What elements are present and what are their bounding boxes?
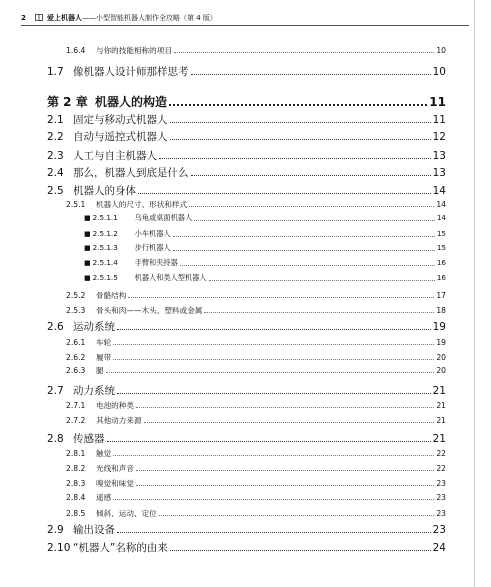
toc-entry — [47, 522, 446, 537]
toc-entry-page: 23 — [436, 509, 446, 518]
dot-leader — [159, 515, 435, 516]
toc-entry-title: 骨骼结构 — [96, 291, 127, 300]
dot-leader — [173, 250, 435, 251]
toc-entry-number: 2.5.1.4 — [92, 258, 118, 267]
toc-entry-title: 人工与自主机器人 — [73, 150, 157, 162]
toc-entry-number: 2.5.3 — [66, 306, 86, 315]
bullet-icon: ■ — [84, 230, 91, 238]
page-number: 2 — [21, 14, 26, 22]
book-title — [47, 13, 217, 23]
toc-entry-page: 16 — [436, 258, 446, 267]
dot-leader — [144, 422, 435, 423]
toc-entry — [66, 492, 446, 503]
toc-entry-title: 手臂和夹持器 — [134, 258, 178, 267]
dot-leader — [191, 175, 431, 176]
toc-entry-page: 11 — [432, 114, 446, 126]
dot-leader — [204, 312, 434, 313]
toc-entry — [47, 129, 446, 144]
toc-entry-title: 那么，机器人到底是什么 — [73, 167, 189, 179]
toc-entry-page: 11 — [429, 95, 446, 109]
toc-entry-page: 21 — [436, 416, 446, 425]
bullet-icon: ■ — [84, 259, 91, 267]
toc-entry-number: 2.5.2 — [66, 291, 86, 300]
toc-entry-number: 第 2 章 — [47, 95, 88, 109]
toc-entry-page: 21 — [436, 401, 446, 410]
toc-entry-number: 2.8 — [47, 433, 64, 445]
toc-entry-number: 2.6 — [47, 321, 64, 333]
toc-entry — [66, 337, 446, 348]
toc-entry-title: 电池的种类 — [96, 401, 134, 410]
dot-leader — [107, 441, 431, 442]
toc-entry-title: “机器人”名称的由来 — [73, 542, 168, 554]
toc-entry — [66, 508, 446, 519]
dot-leader — [117, 532, 431, 533]
toc-entry-page: 24 — [432, 542, 446, 554]
toc-entry-number: 2.5 — [47, 185, 64, 197]
toc-entry-title: 输出设备 — [73, 524, 115, 536]
toc-entry — [66, 365, 446, 376]
toc-entry-title: 小车机器人 — [134, 229, 171, 238]
toc-entry — [47, 112, 446, 127]
toc-entry-number: 2.6.1 — [66, 338, 86, 347]
toc-entry-title: 骨头和肉——木头、塑料或金属 — [96, 306, 203, 315]
toc-entry-title: 触觉 — [96, 449, 112, 458]
book-title-rest: ——小型智能机器人制作全攻略（第 4 版） — [82, 14, 217, 22]
toc-entry — [66, 290, 446, 301]
dot-leader — [194, 220, 435, 221]
toc-entry-number: 2.7.1 — [66, 401, 86, 410]
toc-entry-number: 2.7.2 — [66, 416, 86, 425]
dot-leader — [117, 393, 431, 394]
toc-entry — [84, 229, 446, 239]
toc-entry-title: 步行机器人 — [134, 243, 171, 252]
dot-leader — [113, 455, 434, 456]
toc-entry-number: 2.6.3 — [66, 366, 86, 375]
bullet-icon: ■ — [84, 214, 91, 222]
toc-entry — [47, 183, 446, 198]
toc-entry-number: 2.8.5 — [66, 509, 86, 518]
toc-entry — [47, 148, 446, 163]
toc-entry-title: 机器人的尺寸、形状和样式 — [96, 200, 188, 209]
dot-leader — [170, 139, 431, 140]
toc-entry-page: 18 — [436, 306, 446, 315]
toc-entry-page: 14 — [436, 213, 446, 222]
dot-leader — [138, 193, 431, 194]
toc-entry-number: 2.6.2 — [66, 353, 86, 362]
toc-entry-page: 16 — [436, 273, 446, 282]
dot-leader — [170, 122, 431, 123]
page-header — [0, 0, 491, 28]
toc-entry-title: 机器人的身体 — [73, 185, 136, 197]
toc-entry — [47, 64, 446, 79]
toc-entry-page: 21 — [432, 385, 446, 397]
toc-entry-title: 嗅觉和味觉 — [96, 479, 134, 488]
toc-entry — [66, 463, 446, 474]
dot-leader — [136, 470, 434, 471]
toc-entry — [84, 273, 446, 283]
toc-entry-number: 2.2 — [47, 131, 64, 143]
toc-entry-number: 2.9 — [47, 524, 64, 536]
toc-entry-title: 动力系统 — [73, 385, 115, 397]
toc-entry-page: 10 — [436, 46, 446, 55]
toc-entry — [66, 305, 446, 316]
book-icon — [35, 14, 43, 21]
toc-entry — [47, 93, 446, 110]
toc-entry-page: 15 — [436, 229, 446, 238]
bullet-icon: ■ — [84, 244, 91, 252]
toc-entry-title: 机器人和类人型机器人 — [134, 273, 207, 282]
toc-entry-number: 2.5.1 — [66, 200, 86, 209]
toc-entry-title: 像机器人设计师那样思考 — [73, 66, 189, 78]
dot-leader — [117, 329, 431, 330]
toc-entry-number: 2.8.4 — [66, 493, 86, 502]
toc-entry-number: 2.5.1.2 — [92, 229, 118, 238]
toc-entry-page: 23 — [436, 493, 446, 502]
toc-entry-page: 23 — [432, 524, 446, 536]
toc-entry-number: 2.5.1.5 — [92, 273, 118, 282]
dot-leader — [191, 74, 431, 75]
toc-entry-page: 17 — [436, 291, 446, 300]
toc-entry-number: 2.1 — [47, 114, 64, 126]
toc-entry-title: 腿 — [96, 366, 104, 375]
dot-leader — [180, 265, 435, 266]
toc-entry-page: 22 — [436, 449, 446, 458]
dot-leader — [113, 344, 434, 345]
dot-leader — [189, 206, 434, 207]
dot-leader — [174, 52, 434, 53]
toc-entry-page: 22 — [436, 464, 446, 473]
dot-leader — [159, 158, 431, 159]
toc-entry — [47, 431, 446, 446]
toc-entry — [66, 448, 446, 459]
dot-leader — [136, 407, 434, 408]
toc-entry-title: 遥感 — [96, 493, 112, 502]
toc-entry-title: 光线和声音 — [96, 464, 134, 473]
book-title-bold: 爱上机器人 — [47, 14, 82, 22]
toc-entry-number: 2.5.1.1 — [92, 213, 118, 222]
dot-leader — [136, 485, 434, 486]
toc-entry-title: 固定与移动式机器人 — [73, 114, 168, 126]
toc-entry — [47, 165, 446, 180]
toc-entry-title: 其他动力来源 — [96, 416, 142, 425]
toc-entry-number: 1.7 — [47, 66, 64, 78]
toc-entry-page: 21 — [432, 433, 446, 445]
toc-entry-page: 20 — [436, 366, 446, 375]
dot-leader — [113, 359, 434, 360]
toc-entry-title: 自动与遥控式机器人 — [73, 131, 168, 143]
toc-entry — [47, 540, 446, 555]
toc-entry-page: 13 — [432, 167, 446, 179]
toc-entry — [84, 213, 446, 223]
toc-entry-page: 10 — [432, 66, 446, 78]
toc-entry-page: 13 — [432, 150, 446, 162]
page-edge — [474, 0, 475, 587]
toc-entry — [66, 478, 446, 489]
toc-entry — [47, 383, 446, 398]
toc-entry-title: 车轮 — [96, 338, 112, 347]
toc-entry-number: 1.6.4 — [66, 46, 86, 55]
dot-leader — [128, 297, 434, 298]
toc-entry-title: 履带 — [96, 353, 112, 362]
bullet-icon: ■ — [84, 274, 91, 282]
toc-entry — [84, 258, 446, 268]
toc-entry-number: 2.8.3 — [66, 479, 86, 488]
toc-entry-page: 15 — [436, 243, 446, 252]
toc-entry — [66, 415, 446, 426]
toc-entry-number: 2.3 — [47, 150, 64, 162]
toc-entry-title: 倾斜、运动、定位 — [96, 509, 157, 518]
toc-entry-title: 与你的技能相称的项目 — [96, 46, 172, 55]
toc-entry-page: 23 — [436, 479, 446, 488]
dot-leader — [169, 104, 427, 106]
toc-entry-title: 运动系统 — [73, 321, 115, 333]
header-rule — [21, 25, 469, 26]
toc-entry-number: 2.8.2 — [66, 464, 86, 473]
dot-leader — [113, 499, 434, 500]
toc-entry-page: 14 — [432, 185, 446, 197]
toc-entry-page: 20 — [436, 353, 446, 362]
dot-leader — [209, 280, 435, 281]
dot-leader — [106, 372, 435, 373]
toc-entry — [66, 400, 446, 411]
toc-entry-page: 12 — [432, 131, 446, 143]
toc-entry-page: 19 — [436, 338, 446, 347]
dot-leader — [170, 550, 431, 551]
toc-entry-page: 19 — [432, 321, 446, 333]
toc-entry-title: 乌龟或桌面机器人 — [134, 213, 193, 222]
toc-entry — [66, 352, 446, 363]
toc-entry-number: 2.4 — [47, 167, 64, 179]
toc-entry-page: 14 — [436, 200, 446, 209]
dot-leader — [173, 236, 435, 237]
toc-entry-number: 2.10 — [47, 542, 71, 554]
toc-entry — [47, 319, 446, 334]
toc-entry-title: 机器人的构造 — [95, 95, 168, 109]
toc-entry-title: 传感器 — [73, 433, 105, 445]
toc-entry — [66, 199, 446, 210]
toc-entry-number: 2.7 — [47, 385, 64, 397]
toc-entry-number: 2.8.1 — [66, 449, 86, 458]
toc-entry — [66, 45, 446, 56]
toc-entry-number: 2.5.1.3 — [92, 243, 118, 252]
toc-entry — [84, 243, 446, 253]
